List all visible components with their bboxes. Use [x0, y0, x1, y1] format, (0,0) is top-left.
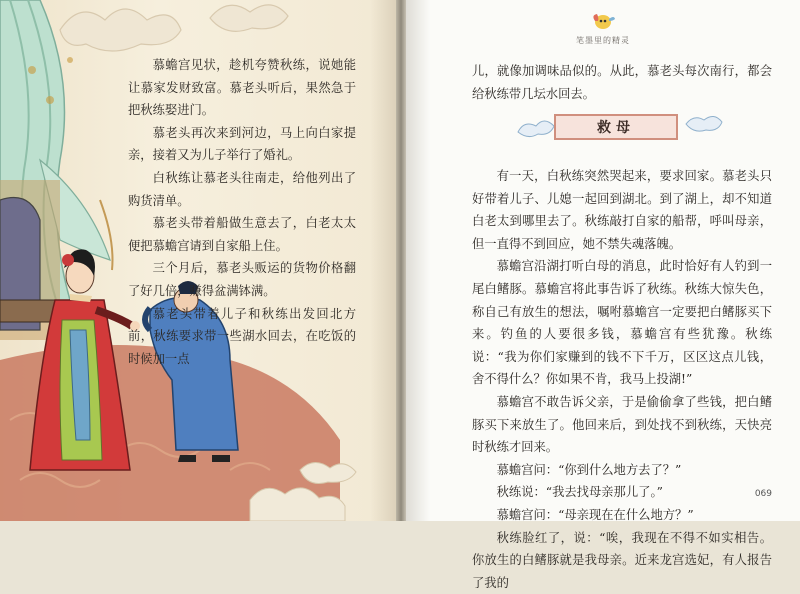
page-number: 069: [755, 489, 772, 499]
gutter-shadow: [370, 0, 396, 521]
gutter-shadow: [406, 0, 430, 521]
paragraph: 慕蟾宫见状，趁机夸赞秋练，说她能让慕家发财致富。慕老头听后，果然急于把秋练娶进门。: [128, 54, 356, 122]
paragraph: 慕老头再次来到河边，马上向白家提亲，接着又为儿子举行了婚礼。: [128, 122, 356, 167]
cloud-decoration: [60, 5, 288, 51]
running-head-title: 笔墨里的精灵: [406, 35, 800, 46]
paragraph: 慕老头带着船做生意去了，白老太太便把慕蟾宫请到自家船上住。: [128, 212, 356, 257]
section-title: 救母: [597, 117, 635, 137]
paragraph: 白秋练让慕老头往南走，给他列出了购货清单。: [128, 167, 356, 212]
section-heading: [514, 108, 726, 148]
section-title-box: [554, 114, 678, 140]
paragraph: 慕蟾宫不敢告诉父亲，于是偷偷拿了些钱，把白鳍豚买下来放生了。他回来后，到处找不到秋练，天快亮时秋练才回来。: [472, 391, 772, 459]
right-body-text-top: [472, 60, 772, 105]
paragraph: 儿，就像加调味品似的。从此，慕老头每次南行，都会给秋练带几坛水回去。: [472, 60, 772, 105]
left-page: [0, 0, 396, 521]
left-body-text: [128, 54, 356, 370]
book-spine: [396, 0, 406, 521]
right-body-text: [472, 165, 772, 594]
running-head: [406, 9, 800, 46]
paragraph: 慕蟾宫沿湖打听白母的消息，此时恰好有人钓到一尾白鳍豚。慕蟾宫将此事告诉了秋练。秋练大惊失色，称自己有放生的想法，嘱咐慕蟾宫一定要把白鳍豚买下来。钓鱼的人要很多钱，慕蟾宫有些犹豫。秋练说：“我为你们家赚到的钱不下千万，区区这点儿钱，舍不得什么？你如果不肯，我马上投湖!”: [472, 255, 772, 391]
right-page: [406, 0, 800, 521]
paragraph: 秋练脸红了，说：“唉，我现在不得不如实相告。你放生的白鳍豚就是我母亲。近来龙宫选妃，有人报告了我的: [472, 527, 772, 594]
paragraph: 慕蟾宫问：“你到什么地方去了？”: [472, 459, 772, 482]
paragraph: 慕蟾宫问：“母亲现在在什么地方？”: [472, 504, 772, 527]
paragraph: 三个月后，慕老头贩运的货物价格翻了好几倍，赚得盆满钵满。: [128, 257, 356, 302]
paragraph: 慕老头带着儿子和秋练出发回北方前，秋练要求带一些湖水回去，在吃饭的时候加一点: [128, 303, 356, 371]
paragraph: 有一天，白秋练突然哭起来，要求回家。慕老头只好带着儿子、儿媳一起回到湖北。到了湖上，却不知道白老太到哪里去了。秋练敲打自家的船帮，呼叫母亲，但一直得不到回应，她不禁失魂落魄。: [472, 165, 772, 255]
book-logo-icon: [589, 9, 617, 33]
paragraph: 秋练说：“我去找母亲那儿了。”: [472, 481, 772, 504]
